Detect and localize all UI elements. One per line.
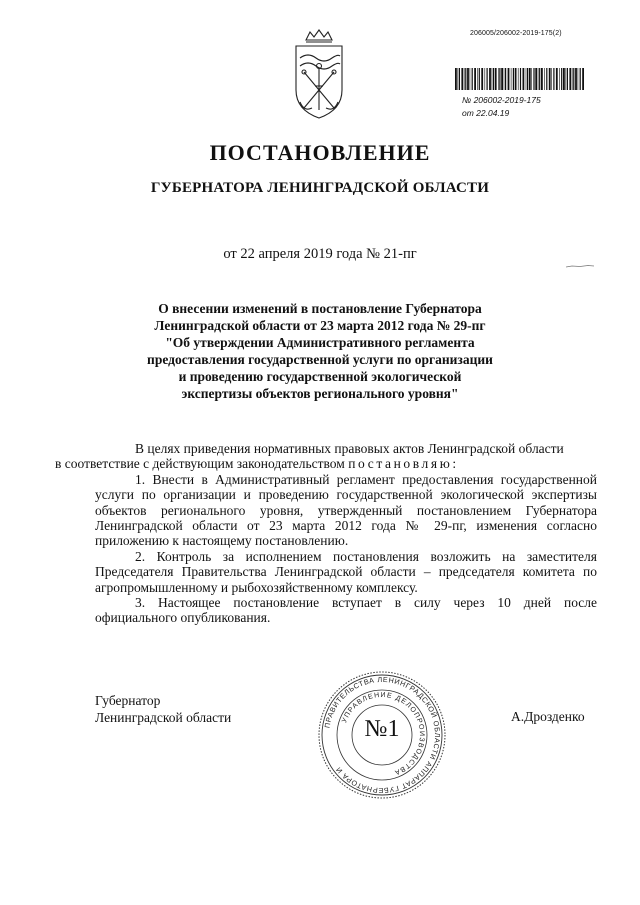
barcode-bar xyxy=(539,68,540,90)
document-issuer: ГУБЕРНАТОРА ЛЕНИНГРАДСКОЙ ОБЛАСТИ xyxy=(150,180,490,196)
barcode-bar xyxy=(515,68,517,90)
barcode-bar xyxy=(467,68,469,90)
barcode-bar xyxy=(495,68,497,90)
leningrad-oblast-coat-of-arms-icon xyxy=(288,28,350,120)
position-line: Ленинградской области xyxy=(95,710,232,725)
barcode-bar xyxy=(498,68,499,90)
barcode-bar xyxy=(526,68,527,90)
barcode-bar xyxy=(470,68,471,90)
barcode-bar xyxy=(549,68,551,90)
barcode-bar xyxy=(580,68,581,90)
barcode-bar xyxy=(464,68,465,90)
document-date-number: от 22 апреля 2019 года № 21-пг xyxy=(223,246,417,262)
barcode-bar xyxy=(556,68,558,90)
barcode-bar xyxy=(511,68,512,90)
barcode-bar xyxy=(538,68,539,90)
barcode-bar xyxy=(531,68,532,90)
barcode-bar xyxy=(544,68,545,90)
barcode-bar xyxy=(504,68,505,90)
paragraph-item-1: 1. Внести в Административный регламент предоставления государственной услуги по организации и проведению государственной экологической экспертизы объектов регионального уровня, утвержденный постановлением Губернатора Ленинградской области от 23 марта 2012 года № 29-пг, изменения согласно приложению к настоящему постановлению. xyxy=(95,471,597,549)
paragraph-item-2: 2. Контроль за исполнением постановления возложить на заместителя Председателя Правительства Ленинградской области – председателя комитета по агропромышленному и рыбохозяйственному комплексу. xyxy=(95,548,597,595)
document-body xyxy=(55,441,597,626)
signatory-position xyxy=(95,692,231,726)
signatory-name: А.Дрозденко xyxy=(511,709,585,724)
barcode-bar xyxy=(533,68,534,90)
document-title: ПОСТАНОВЛЕНИЕ xyxy=(209,140,431,165)
decree-word: постановляю: xyxy=(348,456,459,472)
barcode-bar xyxy=(489,68,491,90)
barcode-bar xyxy=(493,68,494,90)
barcode-bar xyxy=(472,68,473,90)
barcode-bar xyxy=(477,68,478,90)
heading-line: предоставления государственной услуги по организации xyxy=(147,352,493,367)
barcode-bar xyxy=(487,68,488,90)
barcode-bar xyxy=(508,68,510,90)
document-heading xyxy=(100,300,540,402)
barcode-bar xyxy=(455,68,457,90)
barcode-bar xyxy=(520,68,521,90)
barcode-bar xyxy=(561,68,562,90)
heading-line: Ленинградской области от 23 марта 2012 года № 29-пг xyxy=(154,318,486,333)
barcode-bar xyxy=(474,68,476,90)
heading-line: экспертизы объектов регионального уровня" xyxy=(181,386,459,401)
barcode-bar xyxy=(573,68,574,90)
barcode-bar xyxy=(485,68,486,90)
barcode-bar xyxy=(458,68,459,90)
barcode-number: № 206002-2019-175 xyxy=(462,95,541,105)
document-registration-code: 206005/206002-2019-175(2) xyxy=(470,30,562,37)
barcode-bar xyxy=(465,68,466,90)
barcode-bar xyxy=(551,68,552,90)
barcode-bar xyxy=(481,68,483,90)
barcode-bar xyxy=(582,68,584,90)
barcode-bar xyxy=(541,68,543,90)
barcode-bar xyxy=(567,68,568,90)
barcode-bar xyxy=(569,68,571,90)
barcode-bar xyxy=(563,68,565,90)
heading-line: О внесении изменений в постановление Губернатора xyxy=(158,301,482,316)
barcode-bar xyxy=(499,68,500,90)
margin-mark xyxy=(566,264,594,268)
intro-line-2: в соответствие с действующим законодательством постановляю: xyxy=(55,456,459,472)
barcode xyxy=(455,68,587,90)
svg-text:ПРАВИТЕЛЬСТВА ЛЕНИНГРАДСКОЙ ОБ: ПРАВИТЕЛЬСТВА ЛЕНИНГРАДСКОЙ ОБЛАСТИ АППАРАТ ГУБЕРНАТОРА И xyxy=(322,674,443,796)
paragraph-item-3: 3. Настоящее постановление вступает в силу через 10 дней после официального опубликования. xyxy=(95,595,597,626)
barcode-bar xyxy=(578,68,579,90)
barcode-bar xyxy=(501,68,503,90)
barcode-bar xyxy=(459,68,460,90)
barcode-bar xyxy=(513,68,514,90)
barcode-bar xyxy=(518,68,519,90)
barcode-bar xyxy=(546,68,547,90)
barcode-bar xyxy=(529,68,531,90)
heading-line: "Об утверждении Административного регламента xyxy=(165,335,475,350)
barcode-bar xyxy=(523,68,525,90)
position-line: Губернатор xyxy=(95,693,161,708)
barcode-bar xyxy=(527,68,528,90)
barcode-bar xyxy=(492,68,493,90)
barcode-bar xyxy=(566,68,567,90)
intro-paragraph xyxy=(55,441,597,472)
barcode-date: от 22.04.19 xyxy=(462,108,510,118)
barcode-bar xyxy=(553,68,554,90)
svg-text:УПРАВЛЕНИЕ ДЕЛОПРОИЗВОДСТВА: УПРАВЛЕНИЕ ДЕЛОПРОИЗВОДСТВА xyxy=(341,691,426,776)
barcode-bar xyxy=(559,68,560,90)
intro-line-1: В целях приведения нормативных правовых актов Ленинградской области xyxy=(135,441,564,456)
barcode-bar xyxy=(572,68,573,90)
barcode-bar xyxy=(575,68,577,90)
barcode-bar xyxy=(461,68,463,90)
heading-line: и проведению государственной экологической xyxy=(178,369,462,384)
barcode-bar xyxy=(505,68,506,90)
barcode-bar xyxy=(479,68,480,90)
seal-number: №1 xyxy=(364,716,400,742)
barcode-bar xyxy=(535,68,537,90)
